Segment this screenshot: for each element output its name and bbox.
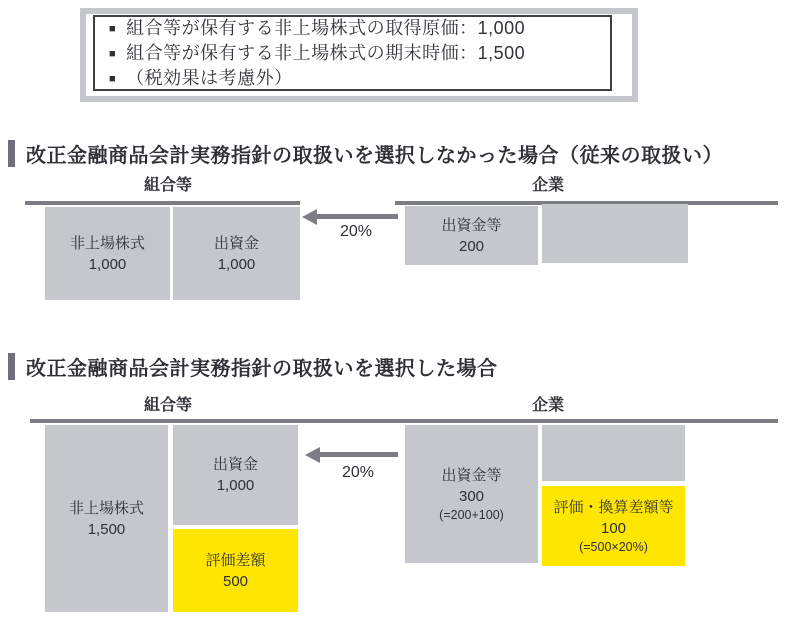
- section2-translation-diff-box: [542, 486, 685, 566]
- section2-investment-box: [405, 425, 538, 563]
- section2-valuation-diff-box: [173, 529, 298, 612]
- section1-investment-box: [405, 206, 538, 265]
- section2-empty-box: [542, 425, 685, 481]
- section2-heading: [8, 352, 498, 381]
- asset-value: 1,000: [88, 255, 127, 273]
- assumption-text: 組合等が保有する非上場株式の取得原価：1,000: [126, 17, 526, 38]
- section1-partnership-header: 組合等: [143, 177, 192, 194]
- section2-asset-box: [45, 425, 168, 612]
- assumptions-box: [80, 8, 638, 102]
- translation-diff-formula: (=500×20%): [579, 539, 648, 554]
- translation-diff-value: 100: [600, 519, 627, 537]
- square-bullet-icon: ■: [109, 22, 117, 35]
- asset-label: 非上場株式: [68, 499, 144, 517]
- investment-formula: (=200+100): [439, 507, 504, 522]
- heading-bar-icon: [8, 353, 15, 380]
- section1-ownership-percentage: 20%: [339, 223, 373, 240]
- section2-title: 改正金融商品会計実務指針の取扱いを選択した場合: [26, 358, 498, 380]
- asset-value: 1,500: [87, 520, 126, 538]
- section1-empty-box: [542, 204, 688, 263]
- asset-label: 非上場株式: [69, 234, 145, 252]
- equity-label: 出資金: [212, 456, 258, 473]
- arrow-shaft: [316, 214, 398, 219]
- assumption-text: （税効果は考慮外）: [126, 67, 293, 88]
- assumption-item: [109, 41, 610, 66]
- assumption-text: 組合等が保有する非上場株式の期末時価：1,500: [126, 42, 526, 63]
- left-arrow-icon: [305, 447, 320, 463]
- section2-partnership-header: 組合等: [143, 397, 192, 414]
- section1-company-header: 企業: [531, 177, 564, 194]
- section1-heading: [8, 139, 723, 168]
- square-bullet-icon: ■: [109, 47, 117, 60]
- heading-bar-icon: [8, 140, 15, 167]
- section1-partnership-account-line: [25, 201, 300, 205]
- section1-title: 改正金融商品会計実務指針の取扱いを選択しなかった場合（従来の取扱い）: [26, 145, 723, 167]
- assumption-item: [109, 16, 610, 41]
- section1-asset-box: [45, 207, 170, 300]
- assumptions-box-inner: [93, 15, 612, 91]
- investment-value: 300: [458, 487, 485, 505]
- section2-equity-box: [173, 425, 298, 525]
- equity-value: 1,000: [216, 477, 255, 494]
- valuation-diff-value: 500: [222, 572, 249, 590]
- equity-value: 1,000: [217, 255, 256, 273]
- left-arrow-icon: [302, 209, 317, 225]
- section1-equity-box: [173, 207, 300, 300]
- section2-company-header: 企業: [531, 397, 564, 414]
- assumption-item: [109, 66, 610, 91]
- investment-value: 200: [458, 237, 485, 255]
- square-bullet-icon: ■: [109, 72, 117, 85]
- investment-label: 出資金等: [441, 466, 502, 484]
- arrow-shaft: [319, 452, 398, 457]
- investment-label: 出資金等: [441, 216, 502, 234]
- valuation-diff-label: 評価差額: [205, 551, 266, 569]
- section2-ownership-percentage: 20%: [341, 464, 375, 481]
- section2-account-line: [30, 419, 778, 423]
- translation-diff-label: 評価・換算差額等: [553, 498, 674, 516]
- equity-label: 出資金: [213, 234, 259, 252]
